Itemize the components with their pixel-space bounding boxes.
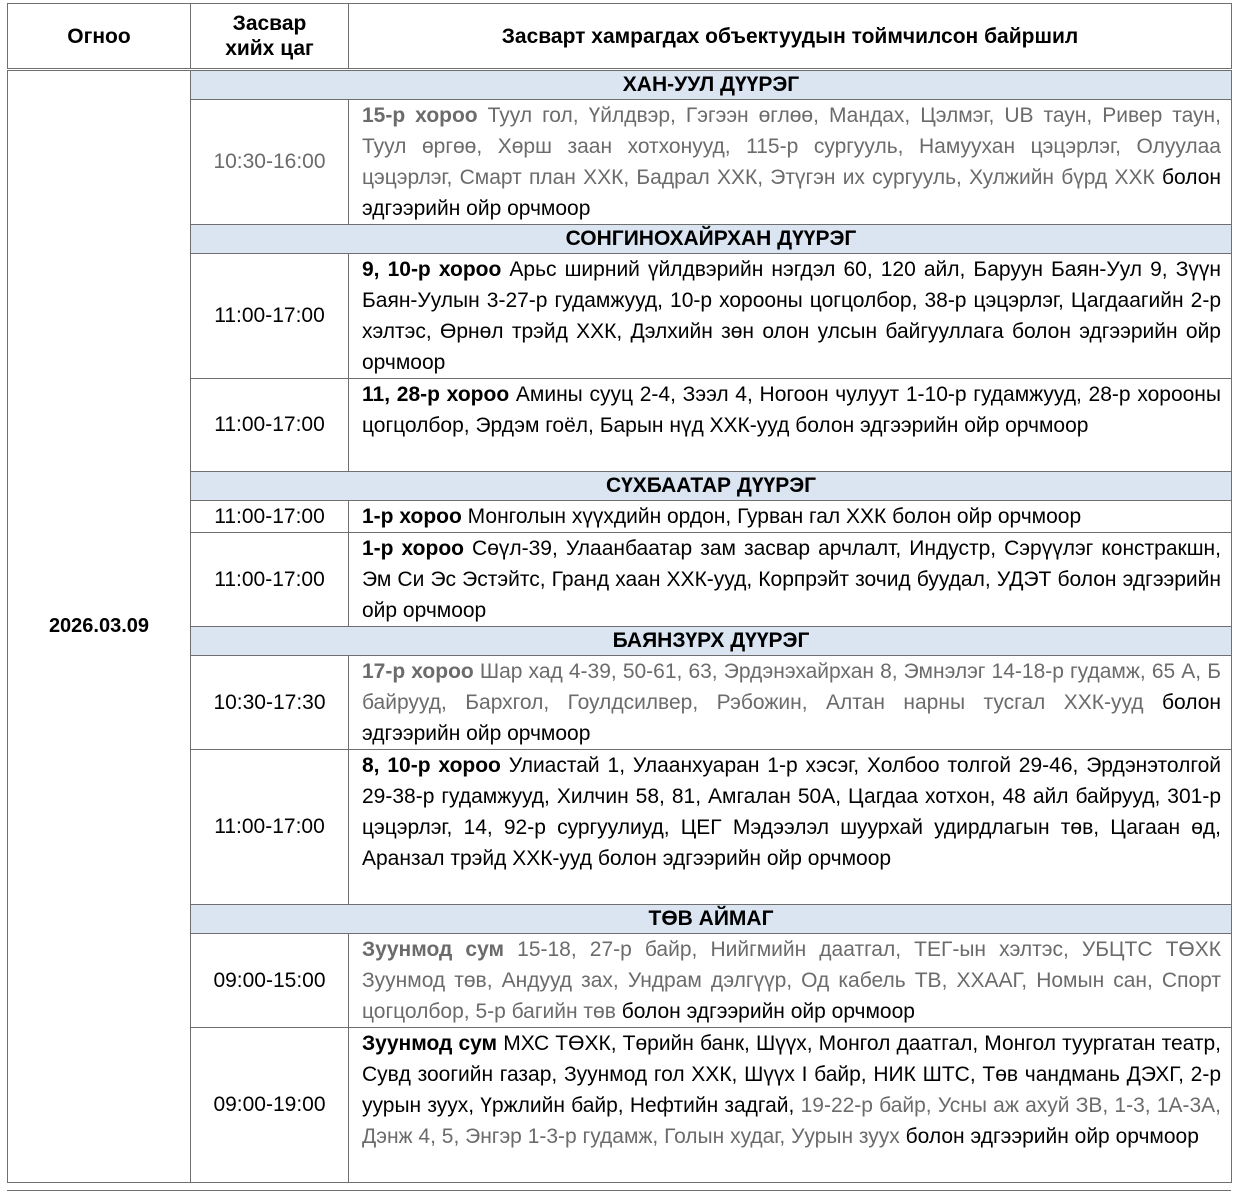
khoroo-label: 15-р хороо xyxy=(362,104,478,127)
location-suffix: болон эдгээрийн ойр орчмоор xyxy=(795,414,1089,437)
district-row xyxy=(8,627,1232,656)
location-description xyxy=(349,379,1232,472)
location-description xyxy=(349,934,1232,1028)
district-row xyxy=(8,70,1232,100)
table-row xyxy=(8,934,1232,1028)
location-suffix: болон ойр орчмоор xyxy=(892,505,1082,528)
repair-time: 11:00-17:00 xyxy=(191,750,349,905)
location-list-gray: 19-22-р байр, Усны аж ахуй ЗВ, 1-3, 1А-3А, Дэнж 4, 5, Энгэр 1-3-р гудамж, Голын худаг, Уурын зуух xyxy=(362,1094,1222,1148)
location-description xyxy=(349,254,1232,379)
khoroo-label: Зуунмод сум xyxy=(362,1032,498,1055)
location-description xyxy=(349,533,1232,627)
khoroo-label: 17-р хороо xyxy=(362,660,474,683)
outage-schedule-table xyxy=(7,3,1232,1183)
district-row xyxy=(8,472,1232,501)
khoroo-label: 1-р хороо xyxy=(362,537,464,560)
header-time xyxy=(191,4,349,70)
location-list: Амины сууц 2-4, Зээл 4, Ногоон чулуут 1-10-р гудамжууд, 28-р хорооны цогцолбор, Эрдэм гоёл, Барын нүд ХХК-ууд xyxy=(362,383,1221,437)
table-header-row xyxy=(8,4,1232,70)
district-sukhbaatar: СҮХБААТАР ДҮҮРЭГ xyxy=(191,472,1232,501)
district-khan-uul: ХАН-УУЛ ДҮҮРЭГ xyxy=(191,70,1232,100)
header-location: Засварт хамрагдах объектуудын тоймчилсон байршил xyxy=(349,4,1232,70)
table-row xyxy=(8,100,1232,225)
location-list: Шар хад 4-39, 50-61, 63, Эрдэнэхайрхан 8, Эмнэлэг 14-18-р гудамж, 65 А, Б байрууд, Бархгол, Гоулдсилвер, Рэбожин, Алтан нарны тусгал ХХК-ууд xyxy=(362,660,1222,714)
location-list: Монголын хүүхдийн ордон, Гурван гал ХХК xyxy=(467,505,887,528)
repair-time: 11:00-17:00 xyxy=(191,254,349,379)
location-suffix: болон эдгээрийн ойр орчмоор xyxy=(597,847,892,870)
repair-time: 09:00-19:00 xyxy=(191,1028,349,1183)
repair-time: 09:00-15:00 xyxy=(191,934,349,1028)
location-description xyxy=(349,501,1232,533)
location-list: Сөүл-39, Улаанбаатар зам засвар арчлалт, Индустр, Сэрүүлэг констракшн, Эм Си Эс Эстэйтс, Гранд хаан ХХК-ууд, Корпрэйт зочид буудал, УДЭТ xyxy=(362,537,1221,591)
repair-time: 11:00-17:00 xyxy=(191,501,349,533)
table-row xyxy=(8,656,1232,750)
table-row xyxy=(8,501,1232,533)
header-date: Огноо xyxy=(8,4,191,70)
location-description xyxy=(349,100,1232,225)
location-suffix: болон эдгээрийн ойр орчмоор xyxy=(362,568,1221,622)
khoroo-label: 8, 10-р хороо xyxy=(362,754,501,777)
repair-time: 10:30-16:00 xyxy=(191,100,349,225)
location-list: Туул гол, Үйлдвэр, Гэгээн өглөө, Мандах, Цэлмэг, UB таун, Ривер таун, Туул өргөө, Хөрш заан хотхонууд, 115-р сургууль, Намуухан цэцэрлэг, Олуулаа цэцэрлэг, Смарт план ХХК, Бадрал ХХК, Этүгэн их сургууль, Хулжийн бүрд ХХК xyxy=(362,104,1221,189)
location-description xyxy=(349,1028,1232,1183)
district-tov-aimag: ТӨВ АЙМАГ xyxy=(191,905,1232,934)
district-songinokhairkhan: СОНГИНОХАЙРХАН ДҮҮРЭГ xyxy=(191,225,1232,254)
repair-time: 11:00-17:00 xyxy=(191,533,349,627)
location-description xyxy=(349,656,1232,750)
location-description xyxy=(349,750,1232,905)
district-bayanzurkh: БАЯНЗҮРХ ДҮҮРЭГ xyxy=(191,627,1232,656)
location-suffix: болон эдгээрийн ойр орчмоор xyxy=(621,1000,915,1023)
table-row xyxy=(8,254,1232,379)
location-suffix: болон эдгээрийн ойр орчмоор xyxy=(362,320,1221,374)
table-row xyxy=(8,533,1232,627)
location-list: Улиастай 1, Улаанхуаран 1-р хэсэг, Холбоо толгой 29-46, Эрдэнэтолгой 29-38-р гудамжууд, Хилчин 58, 81, Амгалан 50А, Цагдаа хотхон, 48 айл байрууд, 301-р цэцэрлэг, 14, 92-р сургуулиуд, ЦЕГ Мэдээлэл шуурхай удирдлагын төв, Цагаан өд, Аранзал трэйд ХХК-ууд xyxy=(362,754,1221,870)
table-row xyxy=(8,1028,1232,1183)
khoroo-label: Зуунмод сум xyxy=(362,938,505,961)
bottom-rule xyxy=(7,1190,1231,1191)
table-row xyxy=(8,750,1232,905)
district-row xyxy=(8,225,1232,254)
location-suffix: болон эдгээрийн ойр орчмоор xyxy=(362,691,1221,745)
district-row xyxy=(8,905,1232,934)
location-list: Арьс ширний үйлдвэрийн нэгдэл 60, 120 айл, Баруун Баян-Уул 9, Зүүн Баян-Уулын 3-27-р гудамжууд, 10-р хорооны цогцолбор, 38-р цэцэрлэг, Цагдаагийн 2-р хэлтэс, Өрнөл трэйд ХХК, Дэлхийн зөн олон улсын байгууллага xyxy=(362,258,1221,343)
repair-time: 11:00-17:00 xyxy=(191,379,349,472)
location-list: МХС ТӨХК, Төрийн банк, Шүүх, Монгол даатгал, Монгол туургатан театр, Сувд зоогийн газар, Зуунмод гол ХХК, Шүүх I байр, НИК ШТС, Төв чандмань ДЭХГ, 2-р уурын зуух, Үржлийн байр, Нефтийн задгай, xyxy=(362,1032,1221,1117)
khoroo-label: 9, 10-р хороо xyxy=(362,258,502,281)
location-list: 15-18, 27-р байр, Нийгмийн даатгал, ТЕГ-ын хэлтэс, УБЦТС ТӨХК Зуунмод төв, Андууд зах, Ундрам дэлгүүр, Од кабель ТВ, ХХААГ, Номын сан, Спорт цогцолбор, 5-р багийн төв xyxy=(362,938,1221,1023)
khoroo-label: 1-р хороо xyxy=(362,505,462,528)
location-suffix: болон эдгээрийн ойр орчмоор xyxy=(362,166,1221,220)
location-suffix: болон эдгээрийн ойр орчмоор xyxy=(905,1125,1199,1148)
date-cell: 2026.03.09 xyxy=(8,70,191,1183)
table-row xyxy=(8,379,1232,472)
repair-time: 10:30-17:30 xyxy=(191,656,349,750)
header-time-label: Засвар хийх цаг xyxy=(225,12,314,60)
khoroo-label: 11, 28-р хороо xyxy=(362,383,510,406)
